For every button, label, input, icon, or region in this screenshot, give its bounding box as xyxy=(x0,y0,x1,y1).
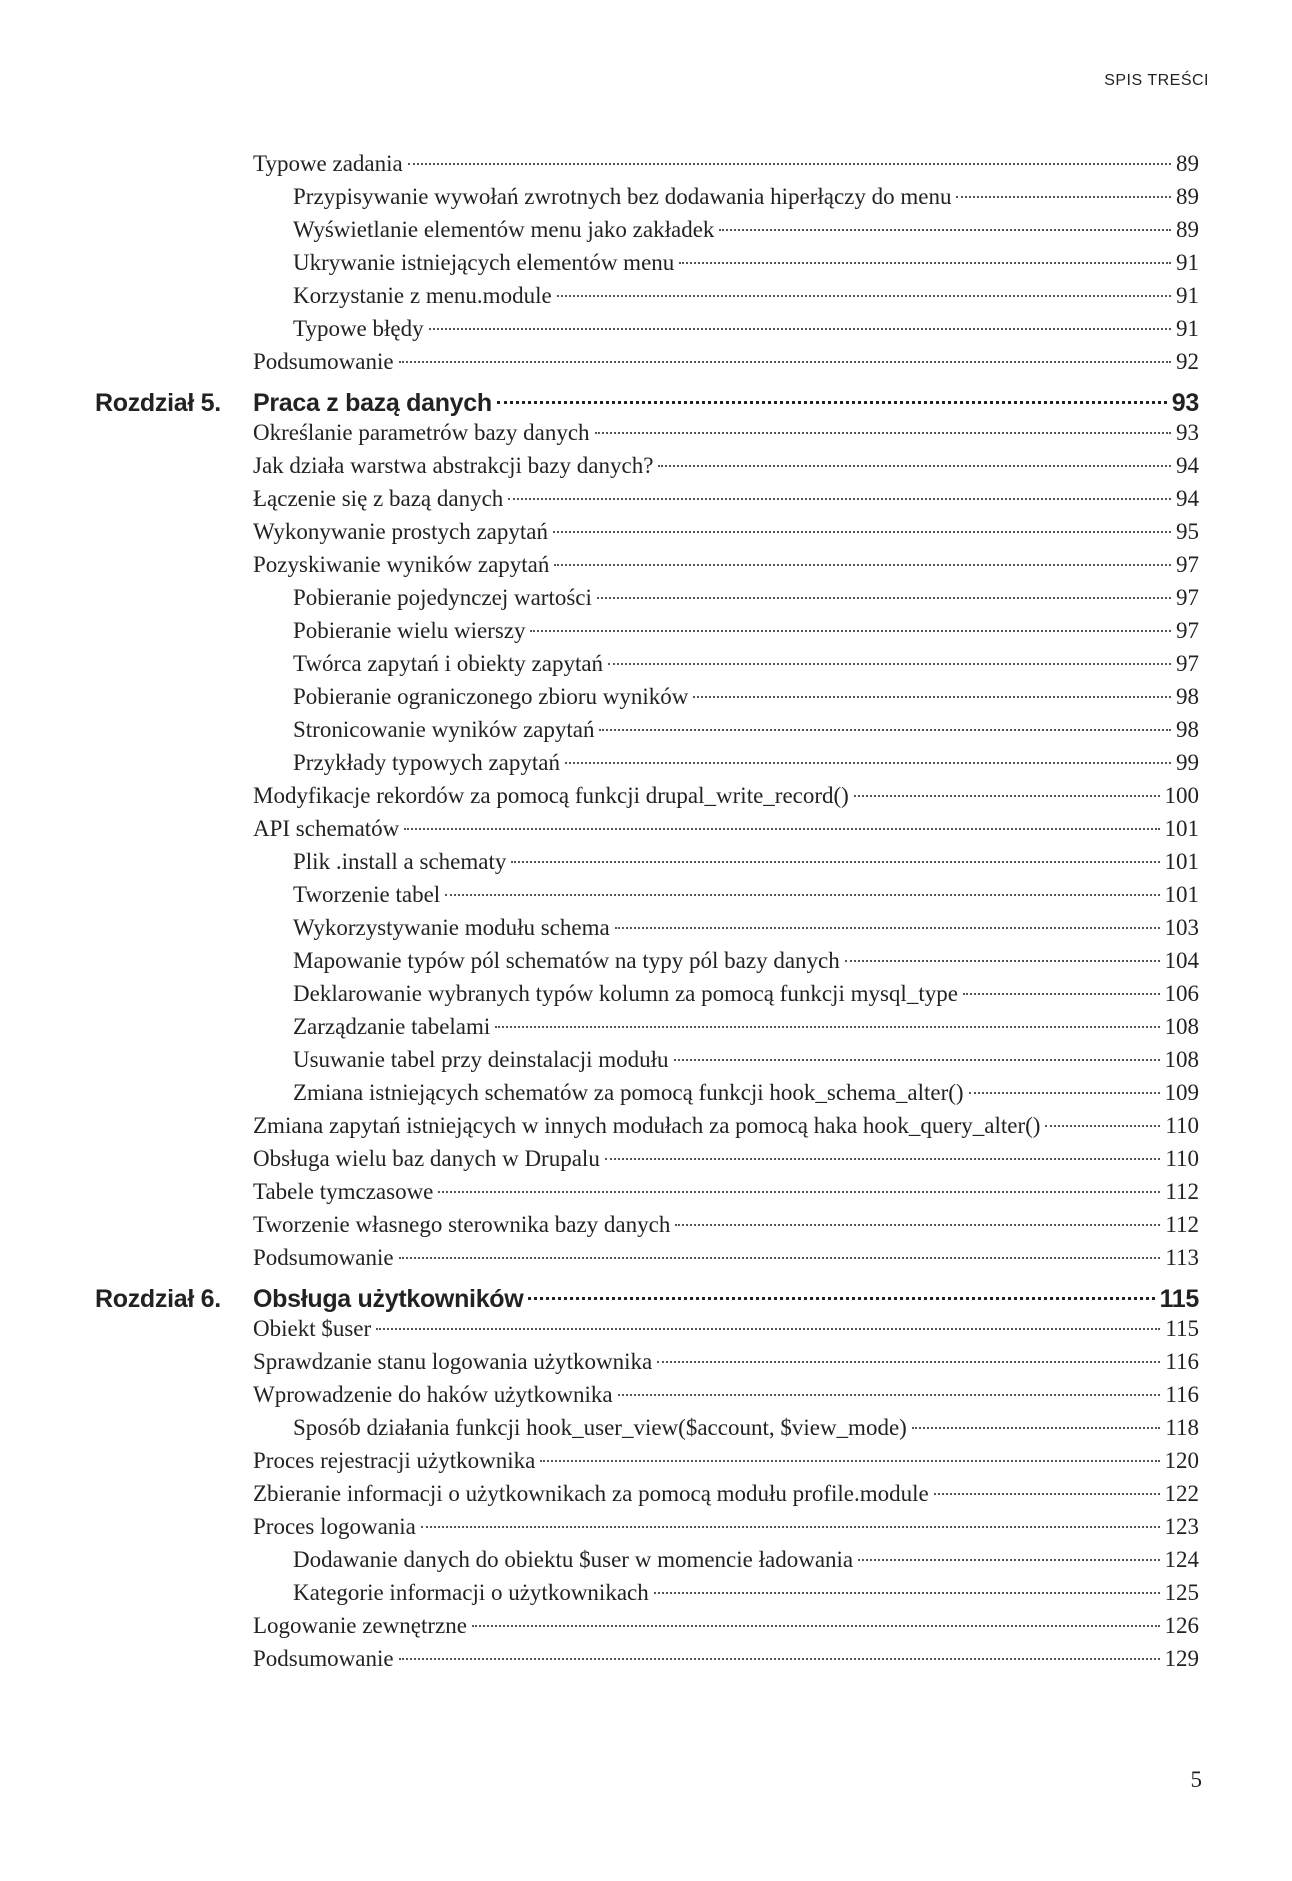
toc-chapter-entry[interactable] xyxy=(253,1282,1199,1316)
toc-entry-page: 116 xyxy=(1165,1349,1199,1374)
dot-leader xyxy=(565,762,1171,764)
toc-entry[interactable] xyxy=(253,1479,1199,1509)
toc-entry-title: Określanie parametrów bazy danych xyxy=(253,420,590,445)
toc-entry-title: Zmiana istniejących schematów za pomocą funkcji hook_schema_alter() xyxy=(293,1080,964,1105)
toc-entry-title: Typowe błędy xyxy=(293,316,424,341)
toc-entry-page: 104 xyxy=(1164,948,1199,973)
toc-entry-title: Obsługa użytkowników xyxy=(253,1285,524,1313)
toc-entry[interactable] xyxy=(253,814,1199,844)
toc-entry-title: Korzystanie z menu.module xyxy=(293,283,552,308)
dot-leader xyxy=(511,861,1159,863)
toc-entry-title: Obsługa wielu baz danych w Drupalu xyxy=(253,1146,600,1171)
dot-leader xyxy=(675,1224,1160,1226)
toc-entry-title: Tworzenie tabel xyxy=(293,882,441,907)
toc-entry-title: Obiekt $user xyxy=(253,1316,372,1341)
toc-entry-title: Twórca zapytań i obiekty zapytań xyxy=(293,651,604,676)
toc-entry[interactable] xyxy=(293,215,1199,245)
toc-entry[interactable] xyxy=(253,1243,1199,1273)
toc-entry[interactable] xyxy=(253,1446,1199,1476)
dot-leader xyxy=(399,361,1171,363)
dot-leader xyxy=(657,1361,1160,1363)
toc-entry-title: Plik .install a schematy xyxy=(293,849,507,874)
toc-entry-title: Sprawdzanie stanu logowania użytkownika xyxy=(253,1349,653,1374)
dot-leader xyxy=(618,1394,1161,1396)
toc-entry-page: 116 xyxy=(1165,1382,1199,1407)
toc-entry[interactable] xyxy=(253,1177,1199,1207)
toc-entry-title: Wykonywanie prostych zapytań xyxy=(253,519,548,544)
toc-entry-page: 91 xyxy=(1176,250,1199,275)
toc-entry[interactable] xyxy=(253,1347,1199,1377)
toc-entry-page: 112 xyxy=(1165,1179,1199,1204)
toc-entry[interactable] xyxy=(253,1314,1199,1344)
toc-entry-page: 118 xyxy=(1165,1415,1199,1440)
toc-entry-page: 92 xyxy=(1176,349,1199,374)
toc-entry[interactable] xyxy=(253,1512,1199,1542)
dot-leader xyxy=(429,328,1171,330)
toc-entry-title: Typowe zadania xyxy=(253,151,403,176)
toc-entry-page: 113 xyxy=(1165,1245,1199,1270)
dot-leader xyxy=(934,1493,1160,1495)
toc-entry-title: Wykorzystywanie modułu schema xyxy=(293,915,610,940)
toc-entry[interactable] xyxy=(293,1045,1199,1075)
toc-entry-page: 94 xyxy=(1176,453,1199,478)
toc-entry-title: Pobieranie wielu wierszy xyxy=(293,618,526,643)
toc-entry[interactable] xyxy=(293,583,1199,613)
dot-leader xyxy=(528,1297,1154,1300)
dot-leader xyxy=(597,597,1171,599)
toc-entry[interactable] xyxy=(293,1012,1199,1042)
toc-entry-page: 100 xyxy=(1164,783,1199,808)
toc-entry-page: 98 xyxy=(1176,684,1199,709)
dot-leader xyxy=(553,531,1171,533)
toc-entry-page: 110 xyxy=(1165,1113,1199,1138)
toc-entry-title: Kategorie informacji o użytkownikach xyxy=(293,1580,649,1605)
toc-entry[interactable] xyxy=(253,1144,1199,1174)
toc-entry-title: Sposób działania funkcji hook_user_view($account, $view_mode) xyxy=(293,1415,907,1440)
toc-entry[interactable] xyxy=(293,182,1199,212)
toc-entry-page: 98 xyxy=(1176,717,1199,742)
toc-entry-title: API schematów xyxy=(253,816,400,841)
toc-entry-title: Przykłady typowych zapytań xyxy=(293,750,560,775)
dot-leader xyxy=(599,729,1171,731)
toc-entry-page: 89 xyxy=(1176,217,1199,242)
chapter-number: Rozdział 6. xyxy=(95,1285,221,1313)
toc-entry-title: Pobieranie pojedynczej wartości xyxy=(293,585,592,610)
toc-entry-title: Pobieranie ograniczonego zbioru wyników xyxy=(293,684,689,709)
dot-leader xyxy=(376,1328,1160,1330)
dot-leader xyxy=(595,432,1171,434)
toc-entry-title: Praca z bazą danych xyxy=(253,389,492,417)
toc-entry[interactable] xyxy=(293,715,1199,745)
dot-leader xyxy=(858,1559,1159,1561)
toc-entry-page: 125 xyxy=(1164,1580,1199,1605)
toc-entry-page: 91 xyxy=(1176,316,1199,341)
toc-entry-page: 101 xyxy=(1164,849,1199,874)
toc-entry-title: Zmiana zapytań istniejących w innych modułach za pomocą haka hook_query_alter() xyxy=(253,1113,1041,1138)
dot-leader xyxy=(654,1592,1160,1594)
toc-entry-page: 95 xyxy=(1176,519,1199,544)
toc-entry-title: Zbieranie informacji o użytkownikach za pomocą modułu profile.module xyxy=(253,1481,929,1506)
toc-entry-title: Podsumowanie xyxy=(253,1646,394,1671)
dot-leader xyxy=(963,993,1160,995)
toc-entry-page: 93 xyxy=(1176,420,1199,445)
toc-entry-title: Łączenie się z bazą danych xyxy=(253,486,504,511)
dot-leader xyxy=(495,1026,1159,1028)
dot-leader xyxy=(845,960,1160,962)
toc-entry[interactable] xyxy=(293,616,1199,646)
dot-leader xyxy=(719,229,1171,231)
toc-entry-page: 103 xyxy=(1164,915,1199,940)
toc-entry[interactable] xyxy=(253,418,1199,448)
toc-entry[interactable] xyxy=(293,1413,1199,1443)
dot-leader xyxy=(421,1526,1160,1528)
chapter-number: Rozdział 5. xyxy=(95,389,221,417)
toc-entry[interactable] xyxy=(293,748,1199,778)
toc-entry-title: Ukrywanie istniejących elementów menu xyxy=(293,250,675,275)
toc-entry-title: Deklarowanie wybranych typów kolumn za pomocą funkcji mysql_type xyxy=(293,981,958,1006)
dot-leader xyxy=(408,163,1171,165)
toc-entry[interactable] xyxy=(293,649,1199,679)
dot-leader xyxy=(912,1427,1161,1429)
toc-entry[interactable] xyxy=(253,1380,1199,1410)
dot-leader xyxy=(399,1257,1161,1259)
toc-entry[interactable] xyxy=(253,1210,1199,1240)
toc-entry-page: 91 xyxy=(1176,283,1199,308)
toc-entry[interactable] xyxy=(293,1078,1199,1108)
toc-entry-title: Dodawanie danych do obiektu $user w momencie ładowania xyxy=(293,1547,854,1572)
toc-entry-title: Proces rejestracji użytkownika xyxy=(253,1448,536,1473)
toc-entry-page: 120 xyxy=(1164,1448,1199,1473)
toc-entry-title: Usuwanie tabel przy deinstalacji modułu xyxy=(293,1047,669,1072)
toc-chapter-entry[interactable] xyxy=(253,386,1199,420)
toc-entry-title: Modyfikacje rekordów za pomocą funkcji drupal_write_record() xyxy=(253,783,849,808)
dot-leader xyxy=(674,1059,1160,1061)
toc-entry-page: 110 xyxy=(1165,1146,1199,1171)
toc-entry-page: 97 xyxy=(1176,552,1199,577)
toc-entry-page: 97 xyxy=(1176,585,1199,610)
toc-entry-page: 112 xyxy=(1165,1212,1199,1237)
toc-entry[interactable] xyxy=(253,451,1199,481)
toc-entry-page: 108 xyxy=(1164,1047,1199,1072)
toc-entry[interactable] xyxy=(253,1611,1199,1641)
running-header: SPIS TREŚCI xyxy=(1104,72,1209,89)
dot-leader xyxy=(615,927,1160,929)
dot-leader xyxy=(854,795,1160,797)
toc-entry-page: 97 xyxy=(1176,618,1199,643)
toc-entry[interactable] xyxy=(293,1545,1199,1575)
dot-leader xyxy=(404,828,1159,830)
toc-entry-page: 108 xyxy=(1164,1014,1199,1039)
toc-entry[interactable] xyxy=(253,550,1199,580)
dot-leader xyxy=(540,1460,1159,1462)
toc-entry-page: 93 xyxy=(1171,389,1199,417)
toc-entry-page: 124 xyxy=(1164,1547,1199,1572)
toc-entry[interactable] xyxy=(293,979,1199,1009)
toc-entry-title: Tworzenie własnego sterownika bazy danych xyxy=(253,1212,671,1237)
dot-leader xyxy=(399,1658,1160,1660)
toc-entry[interactable] xyxy=(293,248,1199,278)
toc-entry-page: 109 xyxy=(1164,1080,1199,1105)
toc-entry[interactable] xyxy=(253,517,1199,547)
toc-entry-title: Proces logowania xyxy=(253,1514,416,1539)
toc-entry-page: 89 xyxy=(1176,184,1199,209)
toc-entry[interactable] xyxy=(293,281,1199,311)
toc-entry[interactable] xyxy=(253,149,1199,179)
toc-entry-title: Wyświetlanie elementów menu jako zakładek xyxy=(293,217,715,242)
toc-entry-title: Jak działa warstwa abstrakcji bazy danych? xyxy=(253,453,654,478)
toc-entry[interactable] xyxy=(293,946,1199,976)
dot-leader xyxy=(605,1158,1161,1160)
toc-entry-page: 101 xyxy=(1164,816,1199,841)
toc-entry[interactable] xyxy=(253,1111,1199,1141)
toc-entry-title: Tabele tymczasowe xyxy=(253,1179,434,1204)
dot-leader xyxy=(445,894,1159,896)
toc-entry-title: Pozyskiwanie wyników zapytań xyxy=(253,552,550,577)
dot-leader xyxy=(608,663,1171,665)
toc-entry[interactable] xyxy=(293,314,1199,344)
dot-leader xyxy=(956,196,1171,198)
page-number: 5 xyxy=(1190,1767,1202,1792)
dot-leader xyxy=(508,498,1171,500)
toc-entry-page: 115 xyxy=(1159,1285,1199,1313)
dot-leader xyxy=(1045,1125,1160,1127)
toc-entry[interactable] xyxy=(293,682,1199,712)
dot-leader xyxy=(554,564,1171,566)
toc-entry[interactable] xyxy=(293,913,1199,943)
toc-entry-page: 106 xyxy=(1164,981,1199,1006)
toc-entry-title: Stronicowanie wyników zapytań xyxy=(293,717,595,742)
toc-entry[interactable] xyxy=(253,1644,1199,1674)
toc-entry-title: Wprowadzenie do haków użytkownika xyxy=(253,1382,613,1407)
toc-entry[interactable] xyxy=(293,847,1199,877)
toc-entry-title: Podsumowanie xyxy=(253,1245,394,1270)
toc-entry-page: 94 xyxy=(1176,486,1199,511)
toc-entry-page: 101 xyxy=(1164,882,1199,907)
toc-entry[interactable] xyxy=(293,880,1199,910)
toc-entry-page: 126 xyxy=(1164,1613,1199,1638)
dot-leader xyxy=(969,1092,1160,1094)
toc-entry-page: 122 xyxy=(1164,1481,1199,1506)
dot-leader xyxy=(679,262,1171,264)
toc-entry-title: Przypisywanie wywołań zwrotnych bez dodawania hiperłączy do menu xyxy=(293,184,952,209)
dot-leader xyxy=(557,295,1171,297)
dot-leader xyxy=(497,401,1167,404)
toc-entry-page: 129 xyxy=(1164,1646,1199,1671)
dot-leader xyxy=(530,630,1171,632)
toc-entry[interactable] xyxy=(253,781,1199,811)
toc-entry-page: 123 xyxy=(1164,1514,1199,1539)
toc-entry[interactable] xyxy=(253,347,1199,377)
dot-leader xyxy=(438,1191,1160,1193)
toc-entry-page: 99 xyxy=(1176,750,1199,775)
toc-entry-title: Mapowanie typów pól schematów na typy pól bazy danych xyxy=(293,948,840,973)
toc-entry-title: Zarządzanie tabelami xyxy=(293,1014,491,1039)
dot-leader xyxy=(693,696,1171,698)
dot-leader xyxy=(658,465,1171,467)
toc-entry-title: Podsumowanie xyxy=(253,349,394,374)
toc-entry-title: Logowanie zewnętrzne xyxy=(253,1613,467,1638)
toc-entry[interactable] xyxy=(253,484,1199,514)
toc-entry[interactable] xyxy=(293,1578,1199,1608)
toc-entry-page: 89 xyxy=(1176,151,1199,176)
toc-entry-page: 97 xyxy=(1176,651,1199,676)
dot-leader xyxy=(472,1625,1160,1627)
toc-entry-page: 115 xyxy=(1165,1316,1199,1341)
